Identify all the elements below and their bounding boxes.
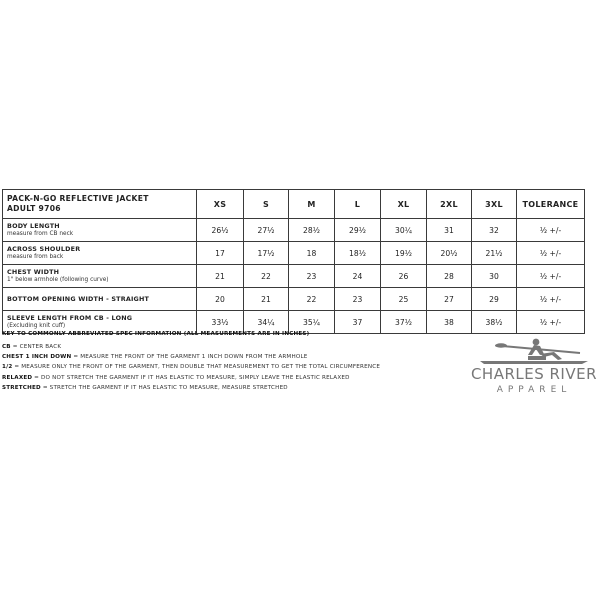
table-row (3, 288, 585, 311)
table-cell: 26 (381, 265, 427, 288)
logo-brand-name: CHARLES RIVER (470, 365, 598, 383)
table-cell: 37 (335, 311, 381, 334)
measurement-label (3, 288, 197, 311)
table-cell: 31 (427, 219, 472, 242)
key-definition: = MEASURE ONLY THE FRONT OF THE GARMENT, THEN DOUBLE THAT MEASUREMENT TO GET THE TOTAL CIRCUMFERENCE (12, 364, 381, 370)
key-definition: = CENTER BACK (10, 344, 62, 350)
measurement-name: CHEST WIDTH (7, 268, 60, 276)
key-term: 1/2 (2, 364, 13, 370)
table-cell: 38½ (472, 311, 517, 334)
key-item-relaxed (2, 375, 472, 381)
table-cell: 25 (381, 288, 427, 311)
table-cell: 28½ (289, 219, 335, 242)
key-definition: = MEASURE THE FRONT OF THE GARMENT 1 INCH DOWN FROM THE ARMHOLE (71, 354, 308, 360)
table-cell: 20 (197, 288, 244, 311)
measurement-note: (Excluding knit cuff) (7, 323, 66, 329)
product-name: PACK-N-GO REFLECTIVE JACKET (7, 194, 149, 203)
table-cell: 24 (335, 265, 381, 288)
size-header-xl: XL (381, 190, 427, 219)
size-header-s: S (244, 190, 289, 219)
table-cell: 30 (472, 265, 517, 288)
table-cell: 21 (197, 265, 244, 288)
table-row (3, 242, 585, 265)
tolerance-cell: ½ +/- (517, 219, 585, 242)
tolerance-cell: ½ +/- (517, 242, 585, 265)
measurement-label (3, 219, 197, 242)
table-cell: 34¼ (244, 311, 289, 334)
table-cell: 27½ (244, 219, 289, 242)
key-item-stretched (2, 385, 472, 391)
measurement-label (3, 265, 197, 288)
size-header-xs: XS (197, 190, 244, 219)
measurement-name: BOTTOM OPENING WIDTH - STRAIGHT (7, 295, 150, 303)
tolerance-cell: ½ +/- (517, 265, 585, 288)
table-title (3, 190, 197, 219)
table-cell: 19½ (381, 242, 427, 265)
key-item-chest (2, 354, 472, 360)
table-cell: 17½ (244, 242, 289, 265)
size-header-2xl: 2XL (427, 190, 472, 219)
table-cell: 22 (244, 265, 289, 288)
tolerance-cell: ½ +/- (517, 288, 585, 311)
key-heading (2, 331, 472, 337)
key-term: CB (2, 344, 11, 350)
table-cell: 33½ (197, 311, 244, 334)
table-cell: 26½ (197, 219, 244, 242)
table-cell: 22 (289, 288, 335, 311)
measurement-name: BODY LENGTH (7, 222, 60, 230)
key-term: RELAXED (2, 375, 33, 381)
measurement-note: measure from CB neck (7, 231, 74, 237)
key-term: CHEST 1 INCH DOWN (2, 354, 72, 360)
size-spec-table (2, 189, 585, 334)
measurement-label (3, 242, 197, 265)
size-header-3xl: 3XL (472, 190, 517, 219)
table-cell: 18 (289, 242, 335, 265)
key-definition: = STRETCH THE GARMENT IF IT HAS ELASTIC TO MEASURE, MEASURE STRETCHED (40, 385, 288, 391)
size-header-m: M (289, 190, 335, 219)
table-header-row (3, 190, 585, 219)
table-cell: 32 (472, 219, 517, 242)
table-row (3, 219, 585, 242)
charles-river-logo (470, 335, 598, 407)
key-definition: = DO NOT STRETCH THE GARMENT IF IT HAS ELASTIC TO MEASURE, SIMPLY LEAVE THE ELASTIC RELAXED (32, 375, 350, 381)
measurement-name: SLEEVE LENGTH FROM CB - LONG (7, 314, 133, 322)
product-style: ADULT 9706 (7, 204, 61, 213)
table-cell: 20½ (427, 242, 472, 265)
table-cell: 23 (335, 288, 381, 311)
table-row (3, 265, 585, 288)
table-cell: 29½ (335, 219, 381, 242)
table-cell: 21 (244, 288, 289, 311)
key-item-half (2, 364, 472, 370)
measurement-note: measure from back (7, 254, 64, 260)
table-cell: 21½ (472, 242, 517, 265)
table-cell: 28 (427, 265, 472, 288)
table-cell: 27 (427, 288, 472, 311)
table-cell: 29 (472, 288, 517, 311)
table-cell: 18½ (335, 242, 381, 265)
table-cell: 17 (197, 242, 244, 265)
tolerance-cell: ½ +/- (517, 311, 585, 334)
rower-icon (470, 335, 598, 367)
logo-brand-subtitle: APPAREL (496, 385, 572, 395)
key-term: STRETCHED (2, 385, 41, 391)
size-header-l: L (335, 190, 381, 219)
table-cell: 35¼ (289, 311, 335, 334)
table-cell: 37½ (381, 311, 427, 334)
tolerance-header: TOLERANCE (517, 190, 585, 219)
key-heading-text: KEY TO COMMONLY ABBREVIATED SPEC INFORMATION (ALL MEASUREMENTS ARE IN INCHES) (2, 331, 310, 337)
measurement-name: ACROSS SHOULDER (7, 245, 81, 253)
measurement-note: 1" below armhole (following curve) (7, 277, 109, 283)
table-cell: 23 (289, 265, 335, 288)
key-item-cb (2, 344, 472, 350)
table-cell: 38 (427, 311, 472, 334)
table-cell: 30¼ (381, 219, 427, 242)
